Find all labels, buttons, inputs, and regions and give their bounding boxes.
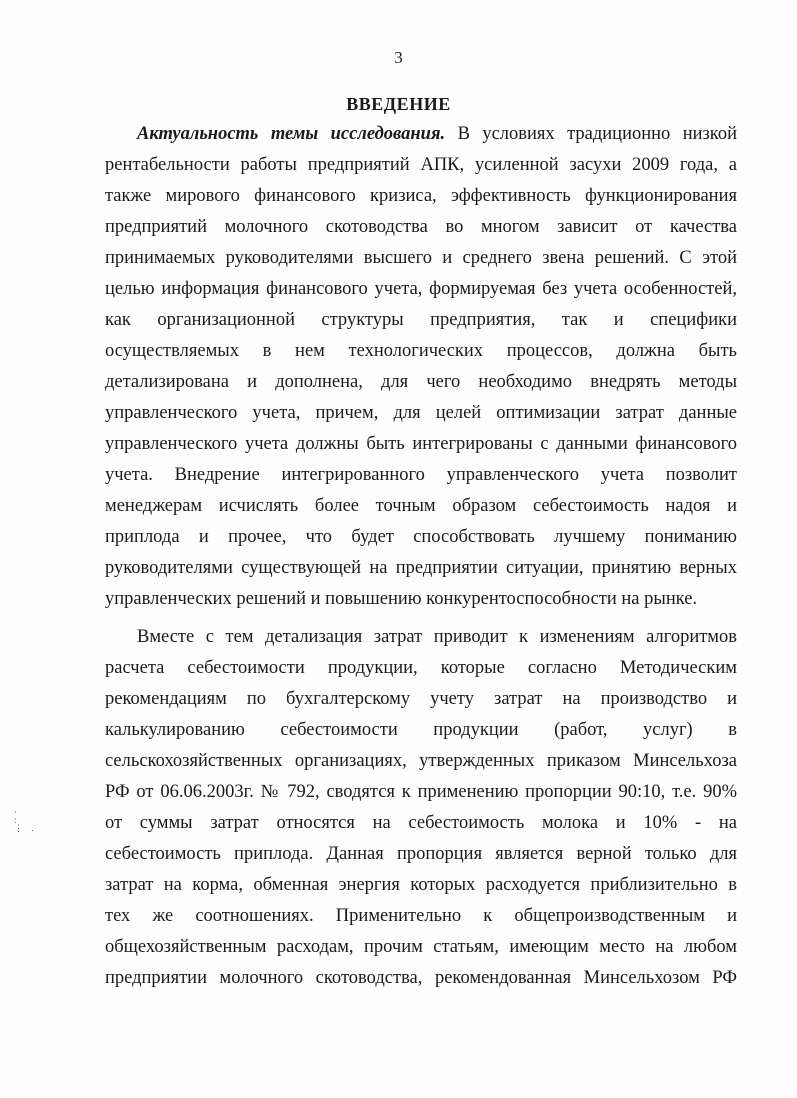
text-line: принимаемых руководителями высшего и среднего звена решений. С этой (105, 248, 737, 268)
paragraph-lead: Актуальность темы исследования. (137, 124, 446, 144)
text-line: менеджерам исчислять более точным образом себестоимость надоя и (105, 496, 737, 516)
text-line: сельскохозяйственных организациях, утвержденных приказом Минсельхоза (105, 751, 737, 771)
paragraph-cost-allocation (105, 622, 737, 994)
text-line: как организационной структуры предприятия, так и специфики (105, 310, 737, 330)
text-line: предприятии молочного скотоводства, рекомендованная Минсельхозом РФ (105, 968, 737, 988)
text-line: расчета себестоимости продукции, которые согласно Методическим (105, 658, 737, 678)
paragraph-first-line-text: В условиях традиционно низкой (445, 124, 737, 144)
text-line: тех же соотношениях. Применительно к общепроизводственным и (105, 906, 737, 926)
text-line: приплода и прочее, что будет способствовать лучшему пониманию (105, 527, 737, 547)
text-line: руководителями существующей на предприятии ситуации, принятию верных (105, 558, 737, 578)
text-line: от суммы затрат относятся на себестоимость молока и 10% - на (105, 813, 737, 833)
paragraph-first-line (105, 119, 737, 150)
paragraph-first-line: Вместе с тем детализация затрат приводит к изменениям алгоритмов (137, 627, 737, 647)
text-line: калькулированию себестоимости продукции (работ, услуг) в (105, 720, 737, 740)
text-line: детализирована и дополнена, для чего необходимо внедрять методы (105, 372, 737, 392)
text-line: управленческих решений и повышению конкурентоспособности на рынке. (105, 589, 698, 609)
text-line: РФ от 06.06.2003г. № 792, сводятся к применению пропорции 90:10, т.е. 90% (105, 782, 737, 802)
text-line: себестоимость приплода. Данная пропорция является верной только для (105, 844, 737, 864)
text-line: управленческого учета должны быть интегрированы с данными финансового (105, 434, 737, 454)
page-number: 3 (394, 48, 403, 67)
text-line: рекомендациям по бухгалтерскому учету затрат на производство и (105, 689, 737, 709)
text-line: управленческого учета, причем, для целей оптимизации затрат данные (105, 403, 737, 423)
text-line: рентабельности работы предприятий АПК, усиленной засухи 2009 года, а (105, 155, 737, 175)
scan-artifact: · : ⋮ . (14, 807, 37, 833)
text-line: целью информация финансового учета, формируемая без учета особенностей, (105, 279, 737, 299)
text-line: также мирового финансового кризиса, эффективность функционирования (105, 186, 737, 206)
text-line: учета. Внедрение интегрированного управленческого учета позволит (105, 465, 737, 485)
text-line: затрат на корма, обменная энергия которых расходуется приблизительно в (105, 875, 737, 895)
text-line: общехозяйственным расходам, прочим статьям, имеющим место на любом (105, 937, 737, 957)
paragraph-relevance (105, 119, 737, 615)
section-heading: ВВЕДЕНИЕ (346, 94, 451, 114)
text-line: предприятий молочного скотоводства во многом зависит от качества (105, 217, 737, 237)
text-line: осуществляемых в нем технологических процессов, должна быть (105, 341, 737, 361)
